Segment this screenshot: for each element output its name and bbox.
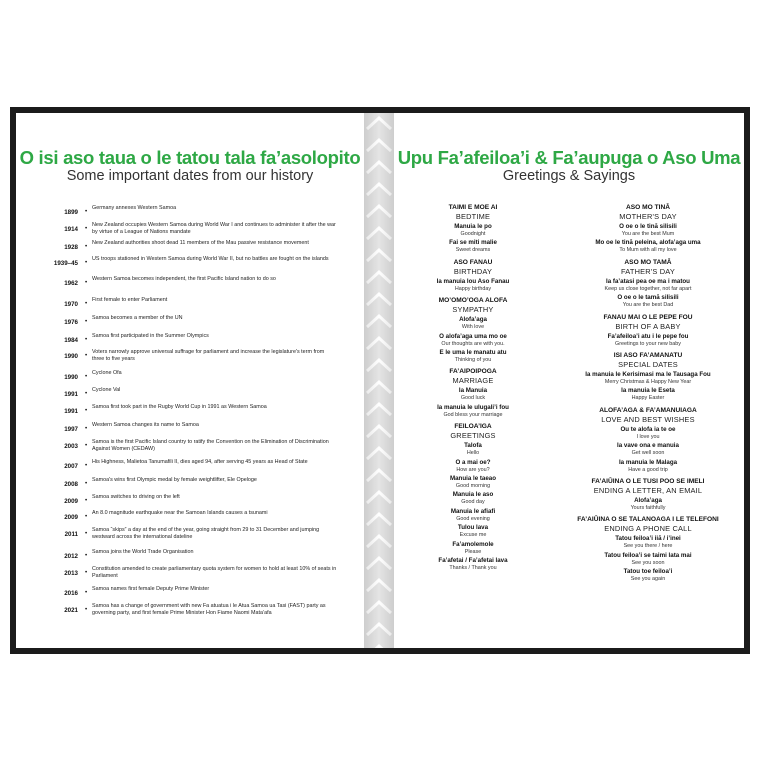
- timeline-row: [16, 315, 364, 333]
- english-translation: Hello: [466, 450, 480, 457]
- bullet-icon: •: [85, 300, 88, 307]
- samoan-phrase: Tatou feiloa’i se taimi lata mai: [604, 551, 692, 559]
- greetings-left-column: [394, 200, 552, 573]
- english-translation: Excuse me: [459, 532, 487, 539]
- timeline-year: 1970: [64, 301, 78, 308]
- bullet-icon: •: [85, 318, 88, 325]
- english-translation: Good morning: [455, 483, 491, 490]
- section-heading: FANAU MAI O LE PEPE FOU: [603, 313, 693, 321]
- greeting-section: [552, 314, 744, 348]
- section-subheading: ENDING A PHONE CALL: [604, 524, 692, 534]
- timeline-row: [16, 477, 364, 495]
- timeline-text: Samoa is the first Pacific Island country to ratify the Convention on the Elimination of Discrimination Against Women (CEDAW): [92, 439, 329, 453]
- timeline-year: 1962: [64, 280, 78, 287]
- samoan-phrase: O alofa’aga uma mo oe: [439, 332, 507, 340]
- bullet-icon: •: [85, 462, 88, 469]
- timeline-year: 1976: [64, 319, 78, 326]
- bullet-icon: •: [85, 606, 88, 613]
- samoan-phrase: O a mai oe?: [455, 458, 491, 466]
- greetings-subtitle: Greetings & Sayings: [502, 168, 636, 184]
- samoan-phrase: O oe o le tinā silisili: [619, 223, 677, 230]
- bullet-icon: •: [85, 552, 88, 559]
- samoan-phrase: Tatou feiloa’i iiā / i’inei: [615, 535, 681, 543]
- bullet-icon: •: [85, 425, 88, 432]
- timeline-year: 1991: [64, 408, 78, 415]
- timeline-row: [16, 459, 364, 477]
- timeline-row: [16, 349, 364, 367]
- timeline-row: [16, 222, 364, 240]
- samoan-phrase: Fa’amolemole: [452, 540, 494, 548]
- samoan-phrase: Manuia le po: [454, 223, 492, 230]
- timeline-year: 2011: [64, 531, 78, 538]
- section-heading: MO’OMO’OGA ALOFA: [438, 297, 508, 305]
- book-spine: [364, 113, 394, 648]
- timeline-text: Samoa becomes a member of the UN: [92, 315, 183, 321]
- english-translation: Merry Christmas & Happy New Year: [604, 379, 692, 386]
- english-translation: Yours faithfully: [630, 505, 666, 512]
- right-page: [394, 113, 744, 648]
- section-heading: ALOFA’AGA & FA’AMANUIAGA: [599, 406, 697, 414]
- left-page: [16, 113, 364, 648]
- section-heading: ASO FANAU: [453, 258, 493, 266]
- section-heading: FA’AIPOIPOGA: [449, 368, 497, 376]
- english-translation: You are the best Dad: [622, 302, 674, 309]
- english-translation: God bless your marriage: [443, 411, 503, 418]
- bullet-icon: •: [85, 352, 88, 359]
- greeting-section: [552, 516, 744, 583]
- timeline-text: Samoa “skips” a day at the end of the year, going straight from 29 to 31 December and jumping westward across the international dateline: [92, 527, 320, 541]
- samoan-phrase: Manuia le taeao: [449, 475, 497, 483]
- samoan-phrase: Alofa’aga: [459, 316, 487, 324]
- samoan-phrase: Tulou lava: [457, 524, 489, 532]
- samoan-phrase: Tatou toe feiloa’i: [623, 568, 673, 576]
- timeline-text: Cyclone Ofa: [92, 370, 122, 376]
- timeline-row: [16, 404, 364, 422]
- english-translation: I love you: [636, 433, 660, 440]
- timeline-year: 2003: [64, 443, 78, 450]
- samoan-phrase: Ia vave ona e manuia: [617, 442, 679, 450]
- greeting-section: [552, 407, 744, 474]
- timeline-text: First female to enter Parliament: [92, 297, 168, 303]
- section-heading: ISI ASO FA’AMANATU: [613, 352, 683, 360]
- bullet-icon: •: [85, 569, 88, 576]
- greeting-section: [552, 259, 744, 310]
- english-translation: Good luck: [460, 395, 486, 402]
- bullet-icon: •: [85, 513, 88, 520]
- timeline-year: 2021: [64, 607, 78, 614]
- samoan-phrase: Fai se miti malie: [449, 239, 497, 247]
- timeline-row: [16, 387, 364, 405]
- timeline-row: [16, 527, 364, 545]
- section-heading: FA’AIŪINA O LE TUSI POO SE IMELI: [591, 478, 705, 486]
- samoan-phrase: Talofa: [464, 442, 482, 450]
- english-translation: Good evening: [456, 515, 490, 522]
- timeline-year: 2013: [64, 570, 78, 577]
- timeline-row: [16, 422, 364, 440]
- samoan-phrase: O oe o le tamā silisili: [617, 294, 679, 302]
- samoan-phrase: Ia manuia le Eseta: [621, 387, 675, 395]
- english-translation: Happy Easter: [631, 395, 665, 402]
- timeline-text: New Zealand authorities shoot dead 11 members of the Mau passive resistance movement: [92, 240, 309, 246]
- timeline-text: Samoa names first female Deputy Prime Minister: [92, 586, 210, 592]
- english-translation: See you there / here: [623, 543, 673, 550]
- english-translation: You are the best Mum: [621, 231, 675, 237]
- bullet-icon: •: [85, 279, 88, 286]
- english-translation: To Mum with all my love: [619, 247, 677, 254]
- samoan-phrase: E le uma le manatu atu: [439, 349, 507, 357]
- english-translation: See you soon: [631, 559, 665, 566]
- english-translation: Our thoughts are with you.: [441, 340, 505, 347]
- bullet-icon: •: [85, 530, 88, 537]
- samoan-phrase: Ia manuia le Kerisimasi ma le Tausaga Fou: [585, 371, 711, 379]
- english-translation: Thinking of you: [454, 357, 492, 364]
- bullet-icon: •: [85, 442, 88, 449]
- timeline-year: 1991: [64, 391, 78, 398]
- section-subheading: LOVE AND BEST WISHES: [601, 414, 695, 424]
- samoan-phrase: Fa’afetai / Fa’afetai lava: [438, 557, 508, 565]
- english-translation: How are you?: [456, 466, 490, 473]
- bullet-icon: •: [85, 390, 88, 397]
- greetings-title: Upu Fa’afeiloa’i & Fa’aupuga o Aso Uma: [397, 147, 741, 168]
- samoan-phrase: Manuia le afiafi: [450, 507, 496, 515]
- timeline-text: New Zealand occupies Western Samoa during World War I and continues to administer it after the war by virtue of a League of Nations mandate: [92, 222, 336, 236]
- timeline-row: [16, 276, 364, 294]
- greeting-section: [552, 204, 744, 255]
- samoan-phrase: Mo oe le tinā peleina, alofa’aga uma: [595, 239, 701, 247]
- greeting-section: [394, 297, 552, 364]
- bullet-icon: •: [85, 589, 88, 596]
- english-translation: Get well soon: [631, 450, 665, 457]
- section-heading: ASO MO TAMĀ: [624, 258, 672, 266]
- bullet-icon: •: [85, 243, 88, 250]
- bullet-icon: •: [85, 208, 88, 215]
- timeline-row: [16, 549, 364, 567]
- english-translation: Thanks / Thank you: [449, 565, 497, 572]
- timeline-text: Constitution amended to create parliamentary quota system for women to hold at least 10% of seats in Parliament: [92, 566, 337, 580]
- timeline-row: [16, 370, 364, 388]
- timeline-year: 1939–45: [53, 260, 78, 267]
- timeline-text: Voters narrowly approve universal suffrage for parliament and increase the legislature's term from three to five years: [92, 349, 325, 363]
- greeting-section: [394, 368, 552, 419]
- section-subheading: BIRTHDAY: [453, 266, 493, 276]
- section-heading: TAIMI E MOE AI: [448, 204, 498, 211]
- timeline-text: Samoa switches to driving on the left: [92, 494, 180, 500]
- timeline-year: 2009: [64, 498, 78, 505]
- english-translation: See you again: [630, 576, 666, 583]
- timeline-year: 1914: [64, 226, 78, 233]
- greeting-section: [552, 478, 744, 512]
- timeline-text: Western Samoa changes its name to Samoa: [92, 422, 199, 428]
- english-translation: Sweet dreams: [455, 247, 491, 254]
- bullet-icon: •: [85, 373, 88, 380]
- section-subheading: ENDING A LETTER, AN EMAIL: [593, 486, 703, 496]
- bullet-icon: •: [85, 225, 88, 232]
- samoan-phrase: Manuia le aso: [452, 491, 494, 499]
- english-translation: Have a good trip: [628, 466, 668, 473]
- english-translation: Good day: [461, 499, 485, 506]
- bullet-icon: •: [85, 480, 88, 487]
- timeline-text: Samoa has a change of government with new Fa atuatua i le Atua Samoa ua Tasi (FAST) party as governing party, and first female Prime Minister Hon Fiame Naomi Mata’afa: [92, 603, 326, 617]
- section-subheading: FATHER'S DAY: [620, 266, 676, 276]
- timeline-text: Cyclone Val: [92, 387, 121, 393]
- section-subheading: SPECIAL DATES: [618, 360, 678, 370]
- english-translation: Happy birthday: [454, 285, 492, 292]
- english-translation: With love: [461, 324, 485, 331]
- greeting-section: [552, 352, 744, 403]
- timeline-text: Samoa joins the World Trade Organisation: [92, 549, 194, 555]
- samoan-phrase: Ia manuia le ulugali’i fou: [437, 403, 509, 411]
- section-subheading: BEDTIME: [455, 212, 491, 221]
- timeline-text: Samoa first took part in the Rugby World Cup in 1991 as Western Samoa: [92, 404, 267, 410]
- timeline-row: [16, 603, 364, 621]
- section-heading: FEILOA’IGA: [454, 423, 492, 431]
- timeline-year: 1928: [64, 244, 78, 251]
- timeline-text: An 8.0 magnitude earthquake near the Samoan Islands causes a tsunami: [92, 510, 268, 516]
- greeting-section: [394, 204, 552, 255]
- section-heading: FA’AIŪINA O SE TALANOAGA I LE TELEFONI: [577, 516, 719, 524]
- timeline-row: [16, 510, 364, 528]
- timeline-row: [16, 205, 364, 223]
- timeline-row: [16, 439, 364, 457]
- timeline-row: [16, 297, 364, 315]
- timeline-row: [16, 586, 364, 604]
- timeline-year: 1990: [64, 353, 78, 360]
- section-subheading: MARRIAGE: [452, 376, 494, 386]
- bullet-icon: •: [85, 259, 88, 266]
- timeline-year: 1990: [64, 374, 78, 381]
- english-translation: Keep us close together, not far apart: [604, 285, 692, 292]
- bullet-icon: •: [85, 407, 88, 414]
- timeline-row: [16, 566, 364, 584]
- section-subheading: MOTHER'S DAY: [619, 212, 677, 221]
- english-translation: Goodnight: [460, 231, 486, 237]
- greetings-right-column: [552, 200, 744, 584]
- english-translation: Greetings to your new baby: [615, 340, 681, 347]
- timeline-text: Germany annexes Western Samoa: [92, 205, 177, 211]
- timeline-text: Western Samoa becomes independent, the first Pacific Island nation to do so: [92, 276, 276, 282]
- timeline-text: Samoa first participated in the Summer Olympics: [92, 333, 209, 339]
- samoan-phrase: Ia fa’atasi pea oe ma i matou: [606, 277, 690, 285]
- bullet-icon: •: [85, 336, 88, 343]
- samoan-phrase: Ia Manuia: [458, 387, 488, 395]
- timeline-text: US troops stationed in Western Samoa during World War II, but no battles are fought on the islands: [92, 256, 329, 262]
- timeline-year: 2016: [64, 590, 78, 597]
- timeline-text: Samoa's wins first Olympic medal by female weightlifter, Ele Opeloge: [92, 477, 257, 483]
- timeline-year: 2008: [64, 481, 78, 488]
- section-subheading: GREETINGS: [450, 431, 496, 441]
- section-subheading: SYMPATHY: [452, 305, 494, 315]
- greeting-section: [394, 259, 552, 293]
- samoan-phrase: Ou te alofa ia te oe: [620, 425, 676, 433]
- timeline-row: [16, 256, 364, 274]
- timeline-year: 1997: [64, 426, 78, 433]
- timeline-title: O isi aso taua o le tatou tala fa’asolopito: [19, 147, 361, 168]
- timeline-year: 1984: [64, 337, 78, 344]
- english-translation: Please: [464, 548, 482, 555]
- section-subheading: BIRTH OF A BABY: [615, 321, 681, 331]
- greeting-section: [394, 423, 552, 572]
- timeline-year: 2009: [64, 514, 78, 521]
- timeline-year: 2012: [64, 553, 78, 560]
- section-heading: ASO MO TINĀ: [626, 204, 670, 211]
- timeline-year: 1899: [64, 209, 78, 216]
- timeline-subtitle: Some important dates from our history: [66, 168, 314, 184]
- samoan-phrase: Ia manuia lou Aso Fanau: [436, 277, 510, 285]
- timeline-year: 2007: [64, 463, 78, 470]
- samoan-phrase: Fa’afeiloa’i atu i le pepe fou: [607, 332, 689, 340]
- book-spread: [10, 107, 750, 654]
- samoan-phrase: Ia manuia le Malaga: [618, 458, 678, 466]
- bullet-icon: •: [85, 497, 88, 504]
- timeline-text: His Highness, Malietoa Tanumafili II, dies aged 94, after serving 45 years as Head of State: [92, 459, 308, 465]
- samoan-phrase: Alofa’aga: [634, 497, 662, 505]
